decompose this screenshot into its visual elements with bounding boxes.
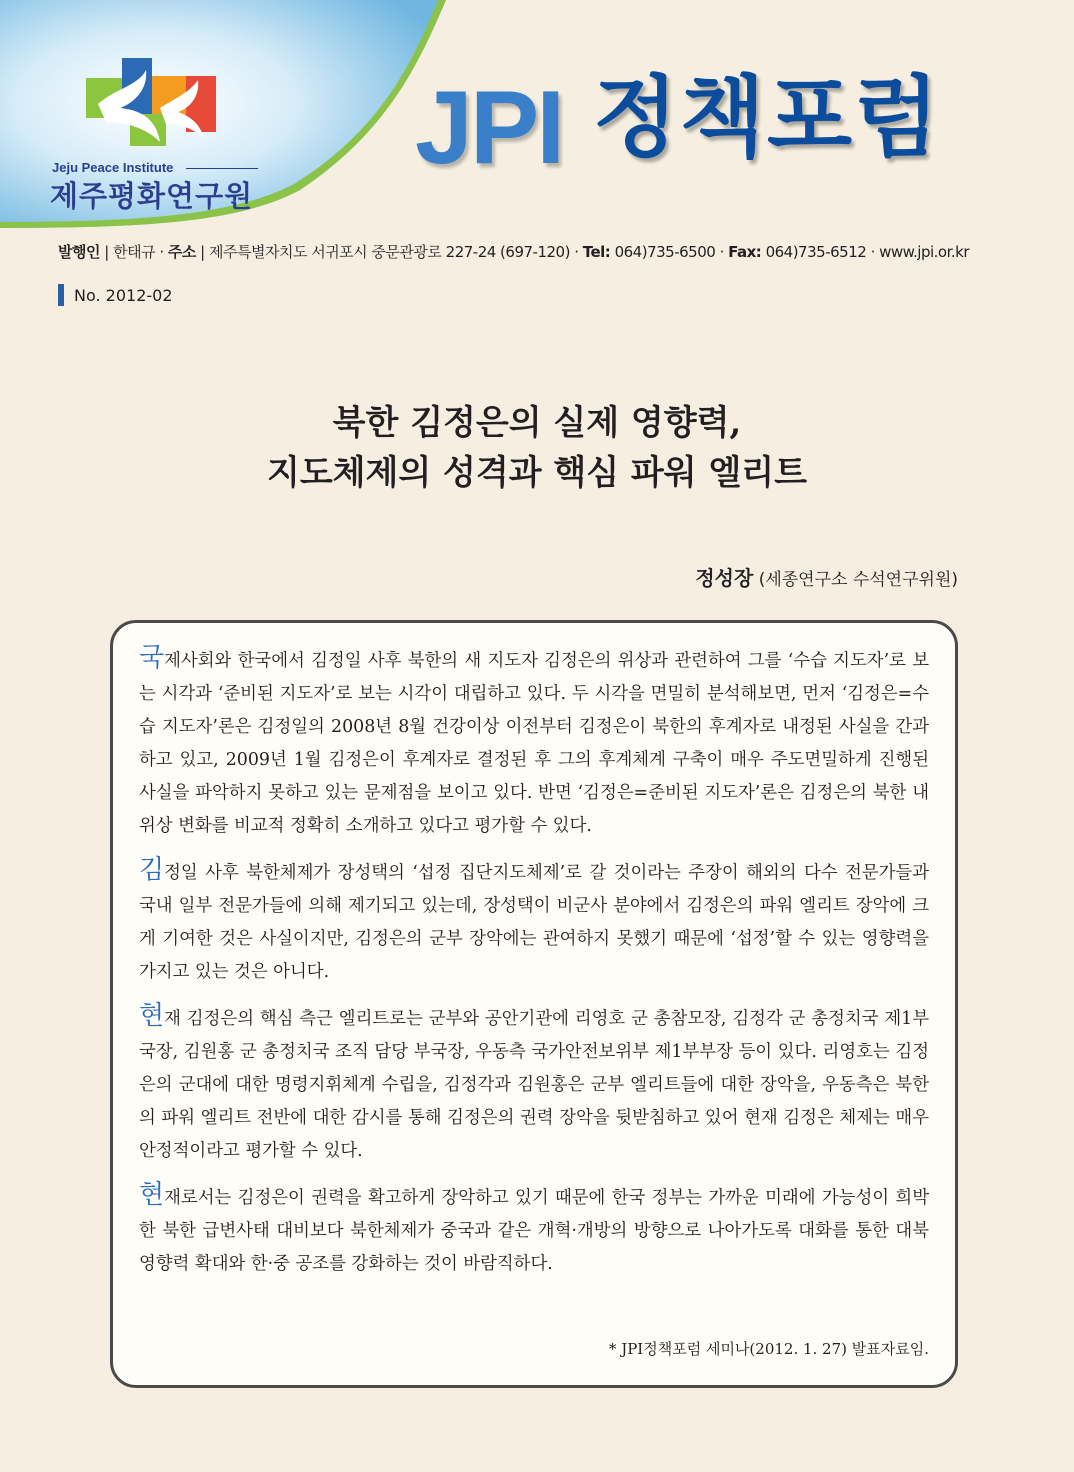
- institute-english-name: Jeju Peace Institute: [52, 160, 174, 175]
- publisher-name: 한태규: [113, 243, 156, 261]
- fax-label: Fax:: [728, 243, 762, 261]
- brand-jpi-logo: JPI: [415, 70, 563, 186]
- publisher-label: 발행인: [58, 243, 100, 261]
- institute-korean-name: 제주평화연구원: [50, 179, 254, 213]
- summary-paragraph: [139, 645, 929, 843]
- summary-paragraph: [139, 1182, 929, 1281]
- paragraph-text: 재로서는 김정은이 권력을 확고하게 장악하고 있기 때문에 한국 정부는 가까운 미래에 가능성이 희박한 북한 급변사태 대비보다 북한체제가 중국과 같은 개혁·개방의 방향으로 나아가도록 대화를 통한 대북 영향력 확대와 한·중 공조를 강화하는 것이 바람직하다.: [139, 1188, 929, 1274]
- author-byline: [695, 562, 958, 591]
- fax-number: 064)735-6512: [765, 243, 867, 261]
- summary-paragraph: [139, 857, 929, 989]
- drop-initial: 김: [139, 855, 165, 885]
- paragraph-text: 재 김정은의 핵심 측근 엘리트로는 군부와 공안기관에 리영호 군 총참모장, 김정각 군 총정치국 제1부국장, 김원홍 군 총정치국 조직 담당 부국장, 우동측 국가안전보위부 제1부부장 등이 있다. 리영호는 김정은의 군대에 대한 명령지휘체계 수립을, 김정각과 김원홍은 군부 엘리트들에 대한 장악을, 우동측은 북한의 파워 엘리트 전반에 대한 감시를 통해 김정은의 권력 장악을 뒷받침하고 있어 현재 김정은 체제는 매우 안정적이라고 평가할 수 있다.: [139, 1009, 929, 1161]
- page-header: [0, 0, 1074, 228]
- tel-label: Tel:: [582, 243, 611, 261]
- drop-initial: 현: [139, 1001, 165, 1031]
- issue-number-block: [58, 284, 173, 306]
- author-name: 정성장: [695, 566, 754, 590]
- jpi-logo-icon: [86, 58, 220, 158]
- paragraph-text: 정일 사후 북한체제가 장성택의 ‘섭정 집단지도체제’로 갈 것이라는 주장이 해외의 다수 전문가들과 국내 일부 전문가들에 의해 제기되고 있는데, 장성택이 비군사 분야에서 김정은의 파워 엘리트 장악에 크게 기여한 것은 사실이지만, 김정은의 군부 장악에는 관여하지 못했기 때문에 ‘섭정’할 수 있는 영향력을 가지고 있는 것은 아니다.: [139, 863, 929, 982]
- institute-divider: [186, 168, 258, 169]
- address-label: 주소: [167, 243, 196, 261]
- address-text: 제주특별자치도 서귀포시 중문관광로 227-24 (697-120): [209, 243, 570, 261]
- summary-paragraph: [139, 1003, 929, 1168]
- publisher-info: 발행인 | 한태규 · 주소 | 제주특별자치도 서귀포시 중문관광로 227-24 (697-120) · Tel: 064)735-6500 · Fax: 064)735-6512 · www.jpi.or.kr: [58, 243, 970, 261]
- website-link[interactable]: www.jpi.or.kr: [879, 243, 970, 261]
- document-title: [0, 398, 1074, 498]
- paragraph-text: 제사회와 한국에서 김정일 사후 북한의 새 지도자 김정은의 위상과 관련하여 그를 ‘수습 지도자’로 보는 시각과 ‘준비된 지도자’로 보는 시각이 대립하고 있다. 두 시각을 면밀히 분석해보면, 먼저 ‘김정은=수습 지도자’론은 김정일의 2008년 8월 건강이상 이전부터 김정은이 북한의 후계자로 내정된 사실을 간과하고 있고, 2009년 1월 김정은이 후계자로 결정된 후 그의 후계체계 구축이 매우 주도면밀하게 진행된 사실을 파악하지 못하고 있는 문제점을 보이고 있다. 반면 ‘김정은=준비된 지도자’론은 김정은의 북한 내 위상 변화를 비교적 정확히 소개하고 있다고 평가할 수 있다.: [139, 651, 929, 836]
- brand-title: 정책포럼: [593, 66, 942, 169]
- tel-number: 064)735-6500: [614, 243, 716, 261]
- title-line-1: 북한 김정은의 실제 영향력,: [332, 403, 742, 443]
- seminar-note: * JPI정책포럼 세미나(2012. 1. 27) 발표자료임.: [608, 1340, 929, 1358]
- issue-number: No. 2012-02: [74, 285, 173, 305]
- author-affiliation: (세종연구소 수석연구위원): [758, 570, 958, 590]
- drop-initial: 국: [139, 643, 165, 673]
- summary-box: [110, 620, 958, 1388]
- drop-initial: 현: [139, 1180, 165, 1210]
- title-line-2: 지도체제의 성격과 핵심 파워 엘리트: [266, 453, 807, 493]
- issue-marker-bar: [58, 284, 64, 306]
